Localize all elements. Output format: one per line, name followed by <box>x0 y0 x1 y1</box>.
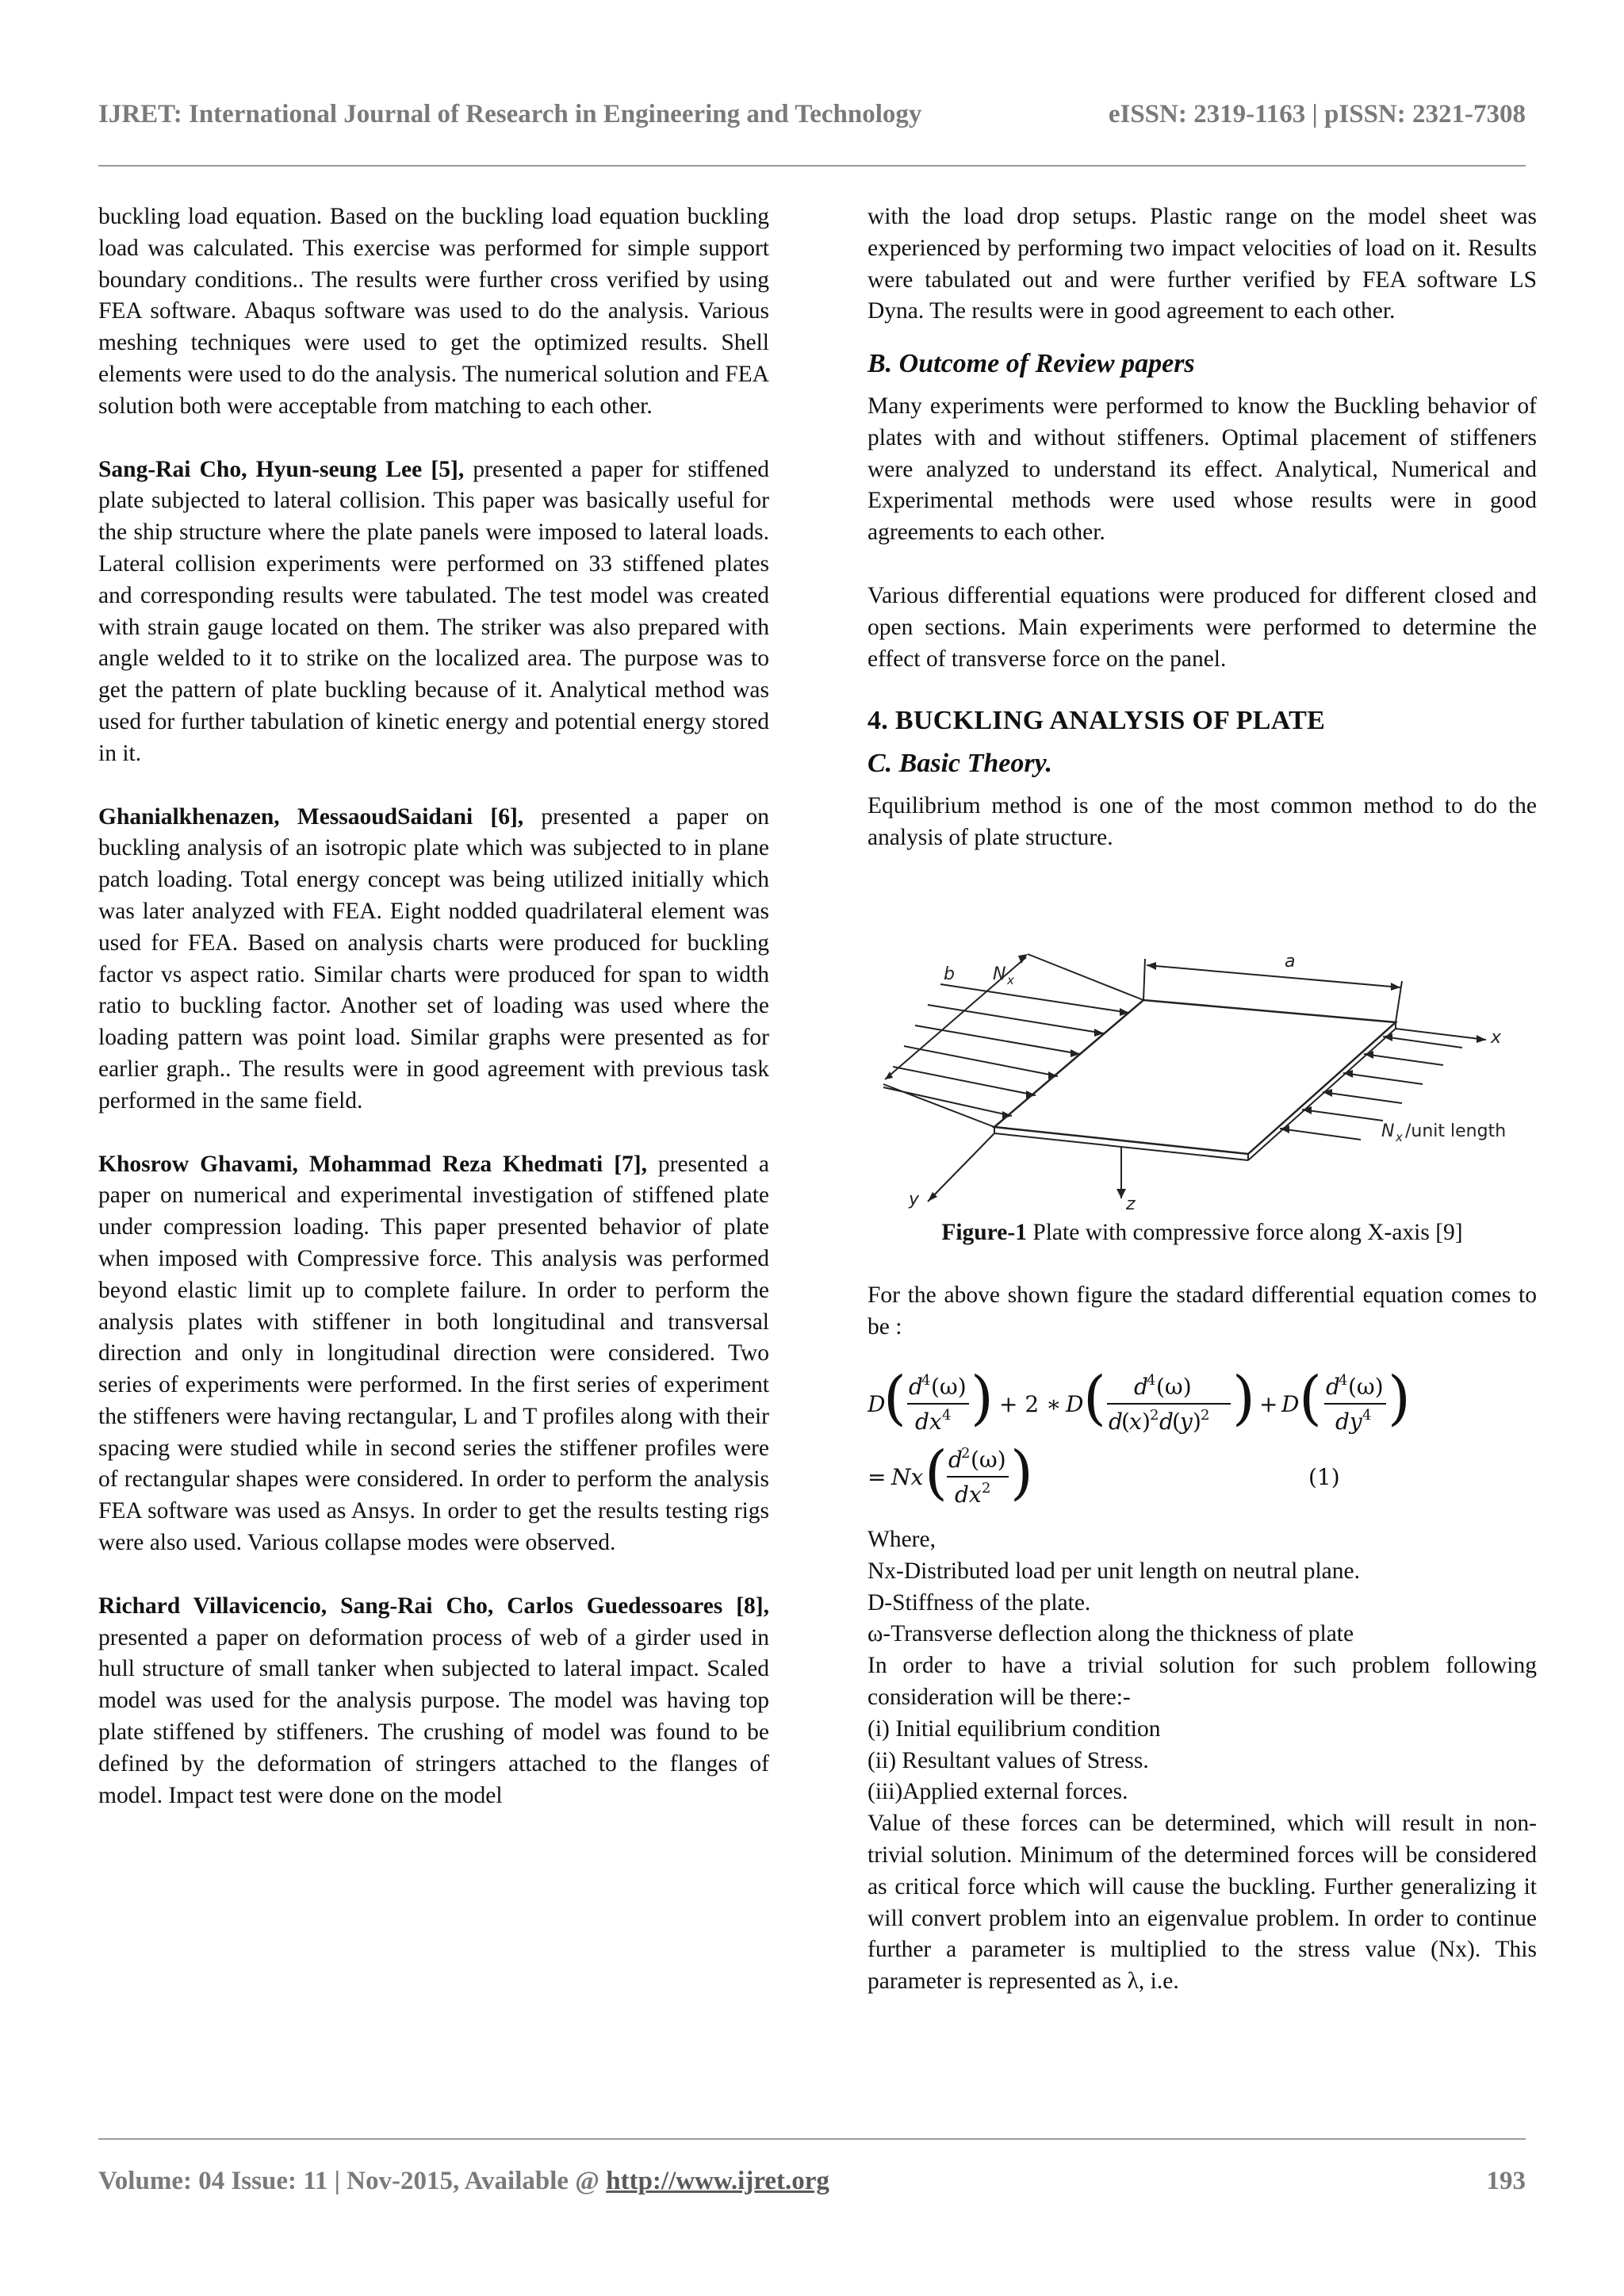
svg-text:(: ( <box>1083 1365 1106 1432</box>
svg-text:D: D <box>1281 1390 1300 1417</box>
paragraph: Value of these forces can be determined, which will result in non-trivial solution. Minimum of the determined forces will be considered as critical force which will cause the buckling. Further generalizing it will convert problem into an eigenvalue problem. In order to continue further a parameter is multiplied to the stress value (Nx). This parameter is represented as λ, i.e. <box>868 1811 1537 1995</box>
svg-text:): ) <box>1388 1365 1411 1432</box>
volume-info: Volume: 04 Issue: 11 | Nov-2015, Available @ <box>98 2167 607 2195</box>
paragraph-text: presented a paper for stiffened plate subjected to lateral collision. This paper was basically useful for the ship structure where the plate panels were imposed to lateral loads. Lateral collision experiments were performed on 33 stiffened plates and corresponding results were tabulated. The test model was created with strain gauge located on them. The striker was also prepared with angle welded to it to strike on the localized area. The purpose was to get the pattern of plate buckling because of it. Analytical method was used for further tabulation of kinetic energy and potential energy stored in it. <box>98 456 769 766</box>
svg-text:+: + <box>1259 1390 1278 1417</box>
svg-text:d: d <box>1326 1373 1340 1400</box>
label-nx-right: N <box>1381 1121 1395 1141</box>
left-column <box>98 201 769 1811</box>
footer-rule <box>98 2138 1526 2140</box>
section-heading-c: C. Basic Theory. <box>868 749 1052 779</box>
svg-text:(ω): (ω) <box>1156 1373 1192 1400</box>
equation-number: (1) <box>1308 1463 1340 1490</box>
svg-text:): ) <box>1010 1438 1033 1507</box>
svg-text:x: x <box>1129 1408 1142 1435</box>
figure-label: Figure-1 <box>941 1219 1027 1245</box>
paragraph: Many experiments were performed to know the Buckling behavior of plates with and without stiffeners. Optimal placement of stiffeners were analyzed to understand its effect. Analytical, Numerical and Experimental methods were used whose results were in good agreements to each other. <box>868 393 1537 546</box>
svg-text:dy: dy <box>1335 1408 1362 1435</box>
svg-text:y: y <box>1180 1408 1193 1435</box>
paragraph: In order to have a trivial solution for such problem following consideration will be there:- <box>868 1653 1537 1710</box>
svg-text:D: D <box>1066 1390 1084 1417</box>
svg-text:(: ( <box>925 1438 948 1507</box>
svg-text:d: d <box>948 1446 963 1473</box>
differential-equation <box>868 1366 1537 1524</box>
journal-link[interactable]: http://www.ijret.org <box>606 2167 829 2195</box>
svg-text:d: d <box>1159 1408 1174 1435</box>
paragraph-text: presented a paper on deformation process of web of a girder used in hull structure of small tanker when subjected to lateral impact. Scaled model was used for the analysis purpose. The model was having top plate stiffened by stiffeners. The crushing of model was found to be defined by the deformation of stringers attached to the flanges of model. Impact test were done on the model <box>98 1624 769 1808</box>
paragraph: Equilibrium method is one of the most common method to do the analysis of plate structure. <box>868 792 1537 850</box>
svg-text:2: 2 <box>982 1479 991 1497</box>
label-y: y <box>909 1189 920 1209</box>
section-heading-4: 4. BUCKLING ANALYSIS OF PLATE <box>868 706 1326 736</box>
label-b: b <box>944 964 955 984</box>
label-x: x <box>1491 1027 1502 1048</box>
equation-graphic <box>868 1366 1537 1524</box>
svg-text:+ 2 ∗: + 2 ∗ <box>999 1390 1062 1417</box>
label-unit-length: /unit length <box>1405 1121 1507 1141</box>
where-label: Where, <box>868 1526 936 1552</box>
svg-text:4: 4 <box>942 1406 952 1424</box>
svg-text:2: 2 <box>1150 1406 1159 1424</box>
paragraph: buckling load equation. Based on the buckling load equation buckling load was calculated. This exercise was performed for simple support boundary conditions.. The results were further cross verified by using FEA software. Abaqus software was used to do the analysis. Various meshing techniques were used to get the optimized results. Shell elements were used to do the analysis. The numerical solution and FEA solution both were acceptable from matching to each other. <box>98 204 769 419</box>
svg-text:(ω): (ω) <box>931 1373 967 1400</box>
author-ref: Ghanialkhenazen, MessaoudSaidani [6], <box>98 803 524 830</box>
svg-text:): ) <box>1142 1408 1151 1435</box>
paragraph: Various differential equations were produced for different closed and open sections. Main experiments were performed to determine the effect of transverse force on the panel. <box>868 582 1537 672</box>
plate-figure <box>868 897 1537 1214</box>
svg-text:(: ( <box>1121 1408 1130 1435</box>
label-a: a <box>1285 951 1296 972</box>
svg-text:d: d <box>1109 1408 1123 1435</box>
label-z: z <box>1126 1194 1136 1214</box>
header-rule <box>98 165 1526 167</box>
svg-text:(ω): (ω) <box>1348 1373 1384 1400</box>
svg-text:Nx: Nx <box>891 1463 924 1490</box>
svg-text:4: 4 <box>1339 1371 1348 1389</box>
svg-text:4: 4 <box>1362 1406 1372 1424</box>
journal-title: IJRET: International Journal of Research in Engineering and Technology <box>98 100 922 128</box>
svg-text:D: D <box>868 1390 886 1417</box>
paragraph: For the above shown figure the stadard differential equation comes to be : <box>868 1282 1537 1340</box>
svg-text:d: d <box>909 1373 923 1400</box>
paragraph: with the load drop setups. Plastic range on the model sheet was experienced by performing two impact velocities of load on it. Results were tabulated out and were further verified by FEA software LS Dyna. The results were in good agreement to each other. <box>868 204 1537 324</box>
label-nx-right-sub: x <box>1396 1129 1403 1144</box>
label-nx: N <box>993 964 1006 984</box>
author-ref: Khosrow Ghavami, Mohammad Reza Khedmati [7], <box>98 1151 647 1177</box>
paragraph <box>98 1591 769 1812</box>
running-footer <box>98 2167 1526 2196</box>
svg-text:): ) <box>971 1365 994 1432</box>
section-heading-b: B. Outcome of Review papers <box>868 349 1195 379</box>
list-item: (ii) Resultant values of Stress. <box>868 1747 1149 1773</box>
list-item: (i) Initial equilibrium condition <box>868 1715 1161 1742</box>
issn-text: eISSN: 2319-1163 | pISSN: 2321-7308 <box>1108 100 1526 128</box>
svg-text:dx: dx <box>915 1408 942 1435</box>
figure-caption-text: Plate with compressive force along X-axis [9] <box>1026 1219 1463 1245</box>
page-number: 193 <box>1486 2167 1526 2195</box>
label-nx-sub: x <box>1007 972 1014 987</box>
svg-text:4: 4 <box>921 1371 931 1389</box>
svg-text:): ) <box>1193 1408 1201 1435</box>
paragraph-text: presented a paper on buckling analysis of an isotropic plate which was subjected to in plane patch loading. Total energy concept was being utilized initially which was later analyzed with FEA. Eight nodded quadrilateral element was used for FEA. Based on analysis charts were produced for buckling factor vs aspect ratio. Similar charts were produced for span to width ratio to buckling factor. Another set of loading was used where the loading pattern was point load. Similar graphs were presented as for earlier graph.. The results were in good agreement with previous task performed in the same field. <box>98 803 769 1114</box>
definition-omega: ω-Transverse deflection along the thickness of plate <box>868 1621 1354 1647</box>
paragraph-text: presented a paper on numerical and experimental investigation of stiffened plate under compression loading. This paper presented behavior of plate when imposed with Compressive force. This analysis was performed beyond elastic limit up to complete failure. In order to perform the analysis plates with stiffener in both longitudinal and transversal direction and only in longitudinal direction were considered. Two series of experiments were performed. In the first series of experiment the stiffeners were having rectangular, L and T profiles along with their spacing were studied while in second series the stiffener profiles were of rectangular shapes were considered. In order to perform the analysis FEA software was used as Ansys. In order to get the results testing rigs were also used. Various collapse modes were observed. <box>98 1151 769 1556</box>
running-header <box>98 94 1526 128</box>
author-ref: Sang-Rai Cho, Hyun-seung Lee [5], <box>98 456 465 482</box>
svg-text:=: = <box>868 1463 887 1490</box>
svg-text:d: d <box>1134 1373 1148 1400</box>
svg-text:2: 2 <box>1201 1406 1210 1424</box>
svg-text:): ) <box>1232 1365 1255 1432</box>
paragraph <box>98 1149 769 1559</box>
plate-diagram <box>868 897 1537 1214</box>
figure-caption <box>868 1217 1537 1249</box>
author-ref: Richard Villavicencio, Sang-Rai Cho, Carlos Guedessoares [8], <box>98 1593 769 1619</box>
svg-text:(: ( <box>1299 1365 1322 1432</box>
svg-text:4: 4 <box>1147 1371 1156 1389</box>
svg-text:(ω): (ω) <box>971 1446 1006 1473</box>
definition-d: D-Stiffness of the plate. <box>868 1589 1091 1616</box>
svg-text:(: ( <box>1172 1408 1181 1435</box>
right-column <box>868 201 1537 1998</box>
svg-text:dx: dx <box>955 1481 982 1508</box>
definition-nx: Nx-Distributed load per unit length on neutral plane. <box>868 1558 1360 1584</box>
paragraph <box>98 454 769 770</box>
svg-text:2: 2 <box>961 1444 971 1462</box>
list-item: (iii)Applied external forces. <box>868 1779 1128 1805</box>
svg-text:(: ( <box>883 1365 906 1432</box>
paragraph <box>98 802 769 1117</box>
